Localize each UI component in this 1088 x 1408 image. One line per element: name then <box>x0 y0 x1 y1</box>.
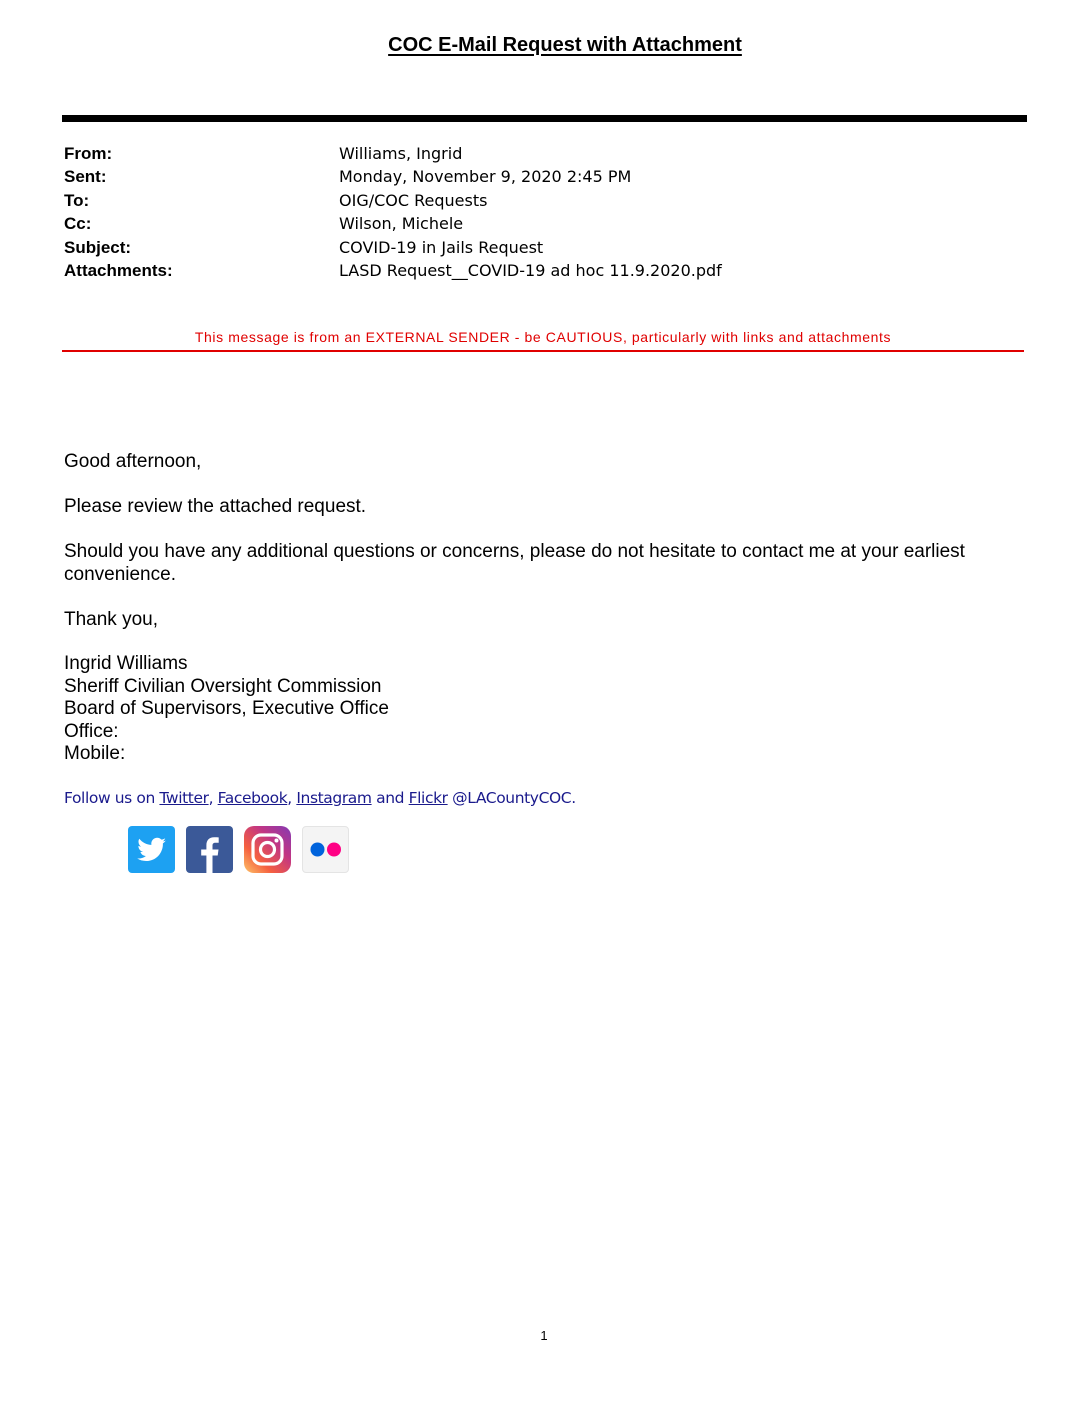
attachment-filename: LASD Request__COVID-19 ad hoc 11.9.2020.pdf <box>339 260 722 280</box>
facebook-link[interactable]: Facebook <box>217 789 288 807</box>
facebook-icon[interactable] <box>186 826 233 873</box>
body-thanks: Thank you, <box>64 609 158 630</box>
header-value: Wilson, Michele <box>339 214 464 234</box>
follow-us-line <box>64 789 576 807</box>
follow-prefix: Follow us on <box>64 789 160 807</box>
header-from <box>64 142 1024 165</box>
separator: , <box>208 789 218 807</box>
header-attachments <box>64 259 1024 282</box>
document-title: COC E-Mail Request with Attachment <box>388 34 742 56</box>
signature-office-unit: Board of Supervisors, Executive Office <box>64 698 389 719</box>
header-sent <box>64 165 1024 188</box>
warning-divider <box>62 350 1024 352</box>
signature-name: Ingrid Williams <box>64 653 188 674</box>
header-value: OIG/COC Requests <box>339 190 488 210</box>
header-label: From: <box>64 144 113 163</box>
header-label: Cc: <box>64 214 92 234</box>
body-greeting: Good afternoon, <box>64 451 202 472</box>
signature-org: Sheriff Civilian Oversight Commission <box>64 675 382 697</box>
external-sender-warning: This message is from an EXTERNAL SENDER - be CAUTIOUS, particularly with links and attachments <box>194 329 892 345</box>
body-review: Please review the attached request. <box>64 496 367 517</box>
twitter-icon[interactable] <box>128 826 175 873</box>
header-divider <box>62 115 1027 122</box>
header-value: COVID-19 in Jails Request <box>339 237 544 257</box>
conjunction: and <box>371 789 409 807</box>
header-label: Attachments: <box>64 260 173 280</box>
header-value: Williams, Ingrid <box>339 144 463 163</box>
header-subject <box>64 236 1024 259</box>
page-number: 1 <box>540 1328 548 1343</box>
twitter-link[interactable]: Twitter <box>159 789 209 807</box>
body-questions: Should you have any additional questions or concerns, please do not hesitate to contact me at your earliest convenience. <box>64 541 965 585</box>
flickr-link[interactable]: Flickr <box>408 789 448 807</box>
header-to <box>64 189 1024 212</box>
social-handle: @LACountyCOC. <box>447 789 576 807</box>
header-cc <box>64 212 1024 235</box>
instagram-link[interactable]: Instagram <box>296 789 372 807</box>
signature-mobile: Mobile: <box>64 743 126 764</box>
header-label: Sent: <box>64 167 107 187</box>
instagram-icon[interactable] <box>244 826 291 873</box>
header-label: To: <box>64 190 90 210</box>
flickr-icon[interactable] <box>302 826 349 873</box>
separator: , <box>287 789 297 807</box>
email-headers <box>64 142 1024 282</box>
signature-block <box>64 653 389 766</box>
header-value: Monday, November 9, 2020 2:45 PM <box>339 167 632 187</box>
header-label: Subject: <box>64 237 132 257</box>
signature-office: Office: <box>64 720 119 742</box>
